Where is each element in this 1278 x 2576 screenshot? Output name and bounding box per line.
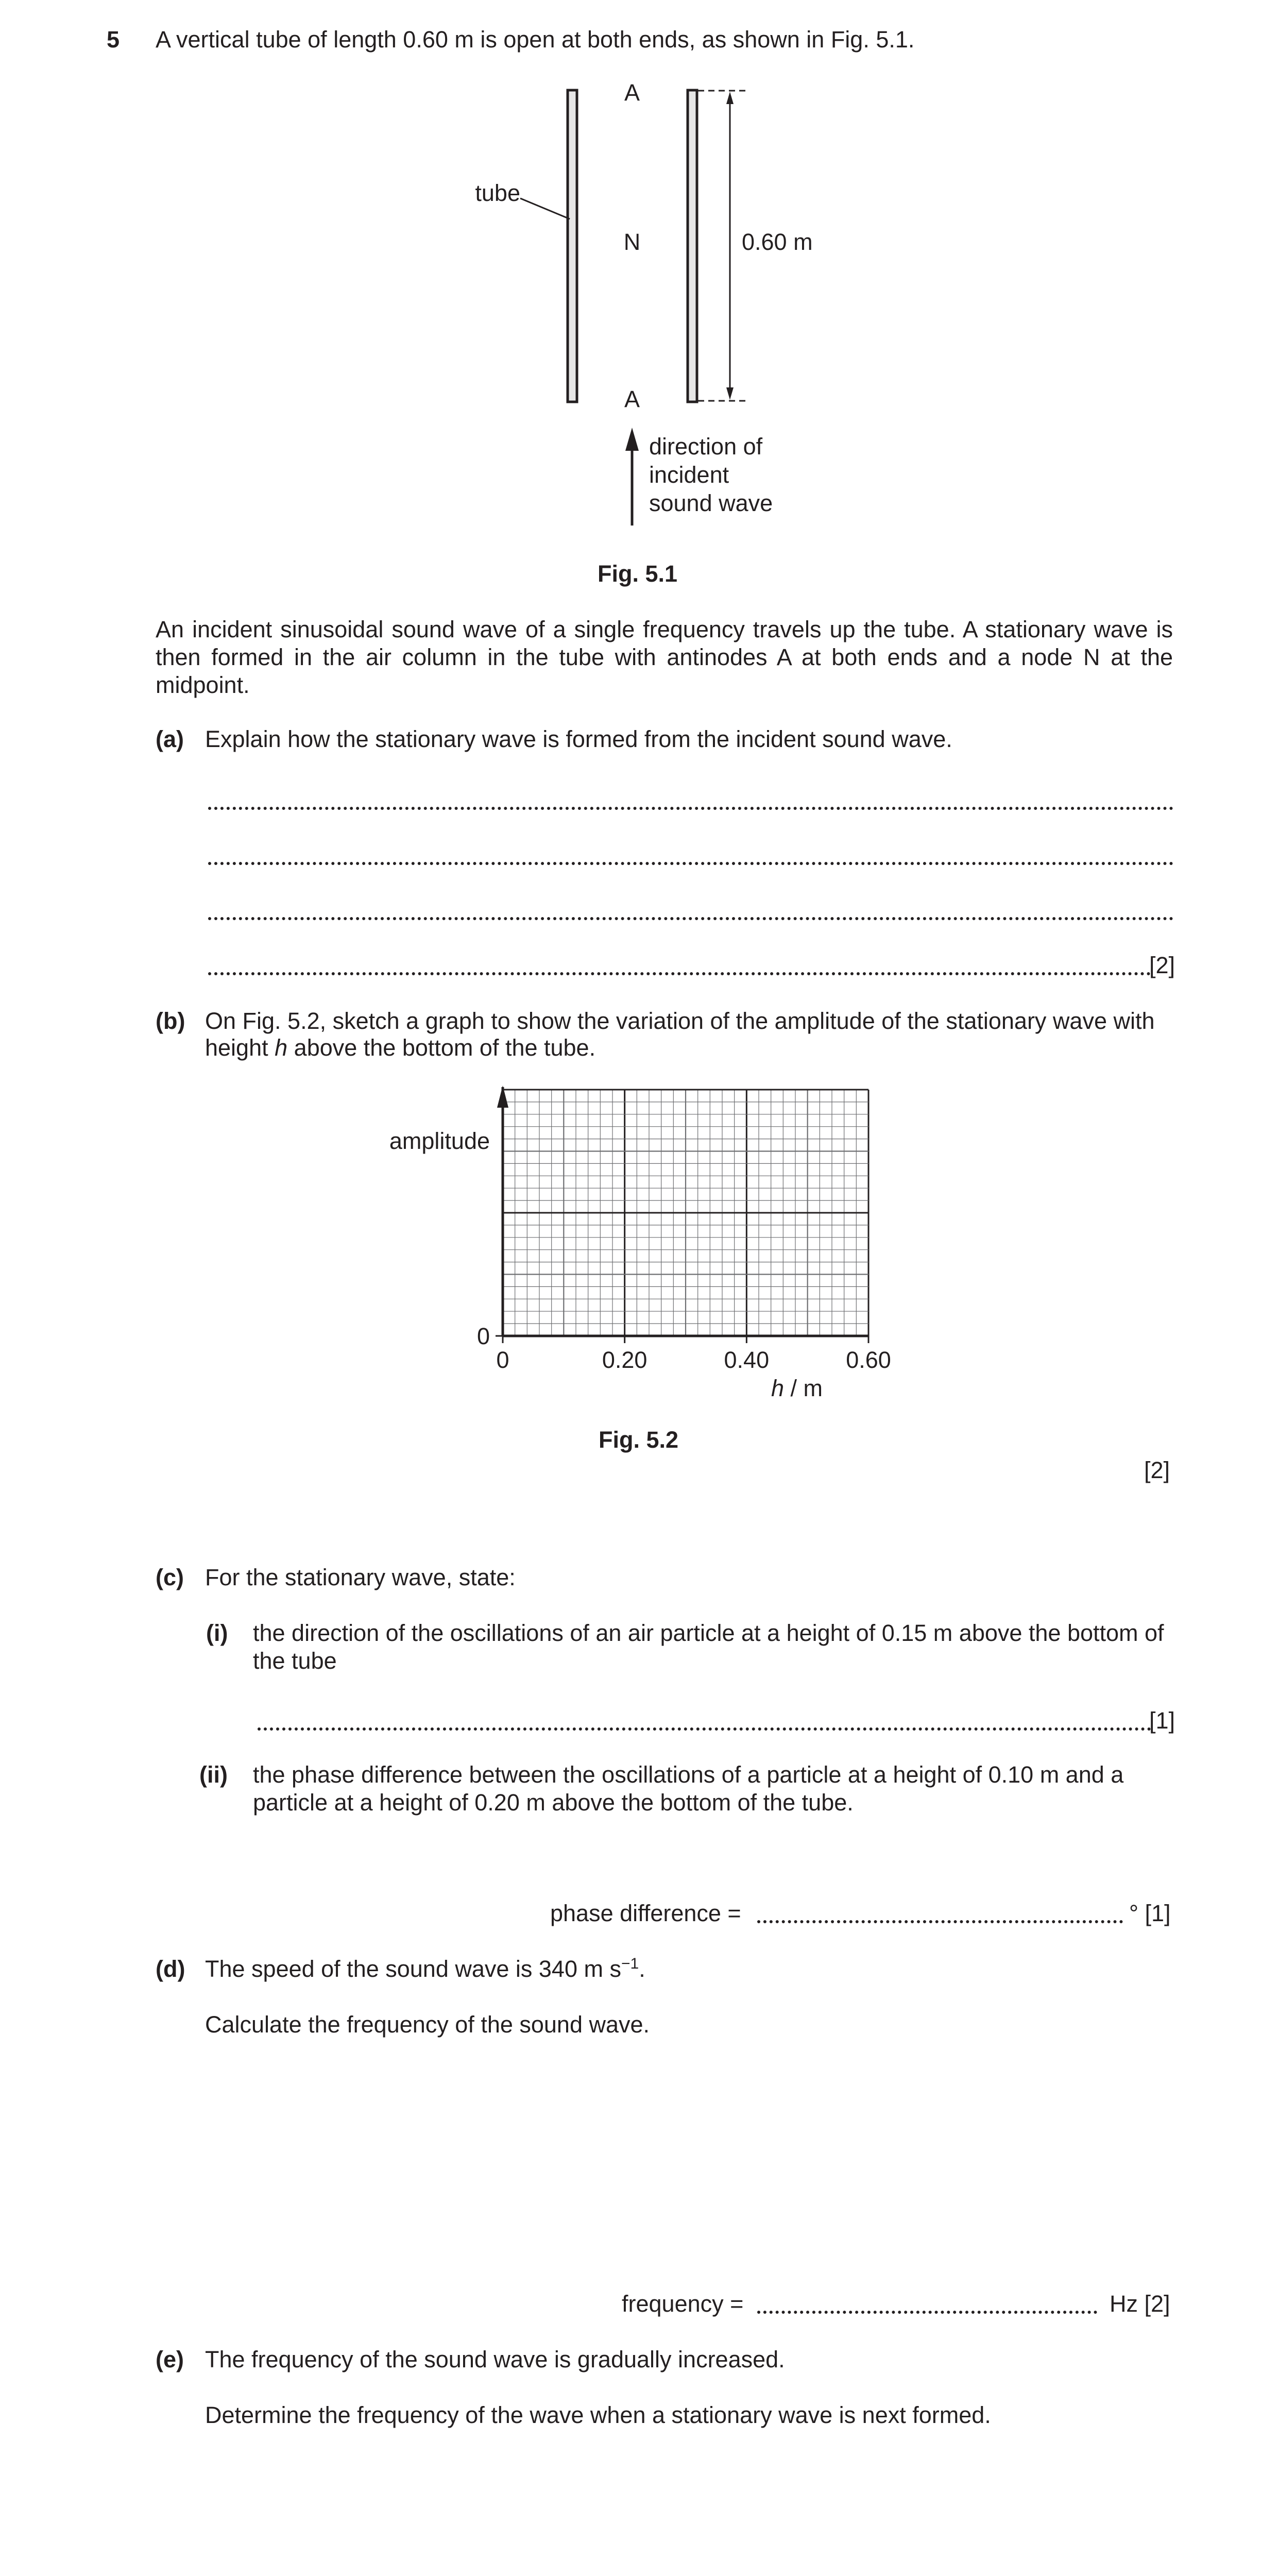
y-axis-label: amplitude xyxy=(389,1128,490,1154)
part-e-text: The frequency of the sound wave is gradually increased. xyxy=(205,2346,785,2372)
tube-left-wall xyxy=(568,90,577,402)
question-intro: A vertical tube of length 0.60 m is open at both ends, as shown in Fig. 5.1. xyxy=(156,26,915,53)
length-label: 0.60 m xyxy=(742,229,813,255)
antinode-bottom-label: A xyxy=(624,386,640,412)
fig-5-1-caption: Fig. 5.1 xyxy=(598,561,678,587)
answer-line-a-1[interactable] xyxy=(208,807,1173,810)
x-tick-label: 0.20 xyxy=(602,1347,647,1373)
part-d-text xyxy=(205,1955,645,1983)
tube-right-wall xyxy=(688,90,697,402)
part-a-label: (a) xyxy=(156,726,184,752)
x-tick-label: 0 xyxy=(496,1347,509,1373)
incident-arrow-head xyxy=(625,428,639,451)
part-c-i-text-2: the tube xyxy=(253,1648,337,1674)
part-b-label: (b) xyxy=(156,1008,185,1034)
part-a-text: Explain how the stationary wave is formed from the incident sound wave. xyxy=(205,726,952,752)
part-a-marks: [2] xyxy=(1149,952,1175,978)
part-e-text-2: Determine the frequency of the wave when a stationary wave is next formed. xyxy=(205,2402,991,2428)
answer-line-a-4[interactable] xyxy=(208,972,1151,975)
phase-difference-label: phase difference = xyxy=(550,1900,741,1926)
x-tick-label: 0.60 xyxy=(846,1347,891,1373)
part-c-ii-text-2: particle at a height of 0.20 m above the bottom of the tube. xyxy=(253,1789,854,1816)
part-c-label: (c) xyxy=(156,1564,184,1590)
dimension-arrow-down xyxy=(726,387,734,400)
part-b-h-symbol: h xyxy=(275,1035,288,1061)
part-d-label: (d) xyxy=(156,1956,185,1982)
answer-line-a-2[interactable] xyxy=(208,862,1173,865)
part-b-text-2-post: above the bottom of the tube. xyxy=(294,1035,596,1061)
node-label: N xyxy=(623,229,641,255)
part-d-superscript: −1 xyxy=(621,1955,639,1972)
question-stem: An incident sinusoidal sound wave of a single frequency travels up the tube. A stationary wave is then formed in the air column in the tube with antinodes A at both ends and a node N at the midpoint. xyxy=(156,616,1173,698)
incident-label-1: direction of xyxy=(649,433,763,460)
dimension-arrow-up xyxy=(726,92,734,104)
figure-5-1 xyxy=(453,72,855,536)
graph-grid xyxy=(497,1086,868,1336)
part-c-text: For the stationary wave, state: xyxy=(205,1564,516,1590)
part-d-text-post: . xyxy=(639,1956,645,1982)
part-b-text-2-pre: height xyxy=(205,1035,268,1061)
part-e-label: (e) xyxy=(156,2346,184,2372)
part-c-i-marks: [1] xyxy=(1149,1707,1175,1734)
y-tick-label: 0 xyxy=(476,1323,490,1349)
part-d-text-pre: The speed of the sound wave is 340 m s xyxy=(205,1956,621,1982)
phase-difference-answer-line[interactable] xyxy=(757,1920,1123,1923)
part-c-i-label: (i) xyxy=(206,1620,228,1646)
phase-difference-unit-marks: ° [1] xyxy=(1129,1900,1171,1926)
answer-line-a-3[interactable] xyxy=(208,917,1173,920)
part-c-ii-label: (ii) xyxy=(199,1761,228,1788)
frequency-d-unit-marks: Hz [2] xyxy=(1110,2291,1170,2317)
part-c-i-text-1: the direction of the oscillations of an air particle at a height of 0.15 m above the bottom of xyxy=(253,1620,1164,1646)
frequency-d-answer-line[interactable] xyxy=(757,2311,1097,2314)
tube-label: tube xyxy=(475,180,520,206)
tube-leader-line xyxy=(520,198,570,219)
part-b-text-1: On Fig. 5.2, sketch a graph to show the variation of the amplitude of the stationary wave with xyxy=(205,1008,1155,1034)
fig-5-2-caption: Fig. 5.2 xyxy=(599,1427,679,1453)
x-tick-label: 0.40 xyxy=(724,1347,770,1373)
frequency-d-label: frequency = xyxy=(622,2291,744,2317)
figure-5-2[interactable] xyxy=(361,1072,927,1422)
antinode-top-label: A xyxy=(624,79,640,106)
question-number: 5 xyxy=(107,26,120,53)
answer-line-c-i[interactable] xyxy=(258,1727,1151,1731)
part-c-ii-text-1: the phase difference between the oscillations of a particle at a height of 0.10 m and a xyxy=(253,1761,1124,1788)
y-axis-arrowhead xyxy=(497,1086,508,1108)
x-axis-label: h / m xyxy=(771,1375,823,1401)
part-d-text-2: Calculate the frequency of the sound wave. xyxy=(205,2011,650,2038)
part-b-marks: [2] xyxy=(1144,1457,1170,1483)
part-b-text-2 xyxy=(205,1034,595,1062)
incident-label-2: incident xyxy=(649,462,729,488)
incident-label-3: sound wave xyxy=(649,490,773,516)
